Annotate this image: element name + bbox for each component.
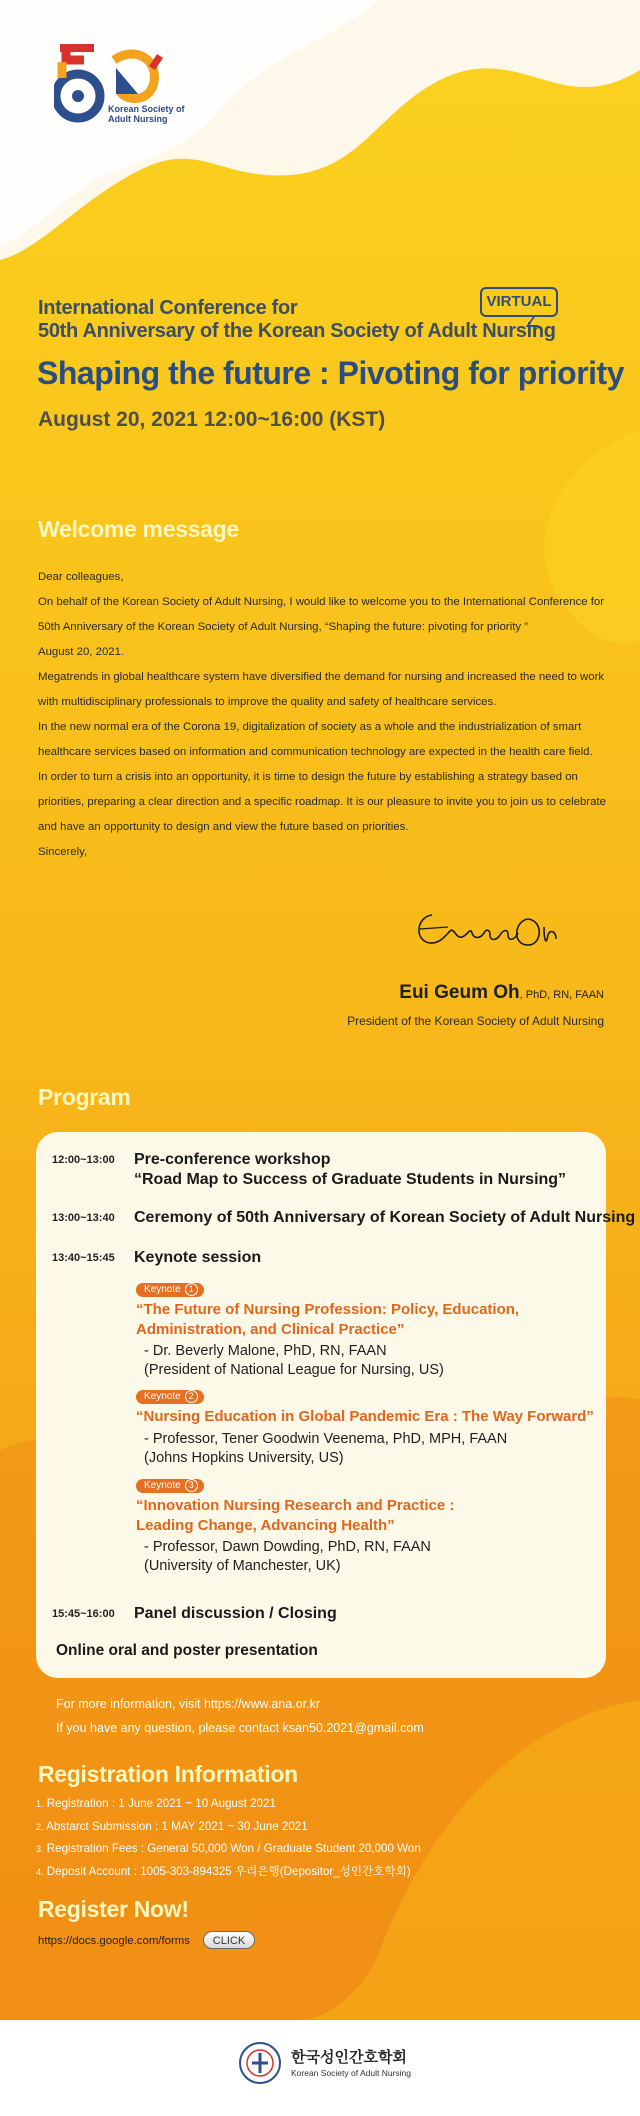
- registration-item-text: Registration Fees : General 50,000 Won / Graduate Student 20,000 Won: [46, 1842, 421, 1855]
- keynote-title: Leading Change, Advancing Health”: [136, 1517, 395, 1534]
- keynote-title: “Nursing Education in Global Pandemic Era : The Way Forward”: [136, 1408, 594, 1425]
- keynote-title: “The Future of Nursing Profession: Policy, Education,: [136, 1301, 520, 1318]
- program-event: Panel discussion / Closing: [134, 1605, 337, 1622]
- page-title: Shaping the future : Pivoting for priority: [37, 355, 624, 391]
- keynote-badge: [136, 1479, 204, 1493]
- keynote-affiliation: (Johns Hopkins University, US): [144, 1450, 344, 1466]
- welcome-line: Megatrends in global healthcare system have diversified the demand for nursing and increased the need to work: [38, 671, 605, 683]
- info-line: For more information, visit https://www.ana.or.kr: [56, 1697, 320, 1711]
- program-time: 13:00~13:40: [52, 1212, 115, 1224]
- welcome-line: On behalf of the Korean Society of Adult Nursing, I would like to welcome you to the International Conference for: [38, 596, 605, 608]
- keynote-badge-label: Keynote: [144, 1284, 181, 1295]
- keynote-badge-label: Keynote: [144, 1391, 181, 1402]
- keynote-badge-number: 2: [185, 1390, 198, 1403]
- program-box: [36, 1132, 636, 1678]
- welcome-line: healthcare services based on information and communication technology are expected in the health care field.: [38, 746, 593, 758]
- welcome-line: Dear colleagues,: [38, 571, 124, 583]
- society-seal-icon: [238, 2041, 282, 2085]
- keynote-affiliation: (University of Manchester, UK): [144, 1558, 341, 1574]
- signer-role: President of the Korean Society of Adult Nursing: [347, 1014, 604, 1028]
- registration-item-number: 4.: [36, 1866, 44, 1877]
- program-time: 13:40~15:45: [52, 1252, 115, 1264]
- program-event: Pre-conference workshop: [134, 1151, 331, 1168]
- signer-name-text: Eui Geum Oh: [399, 982, 520, 1003]
- welcome-heading: Welcome message: [38, 516, 239, 542]
- keynote-badge-label: Keynote: [144, 1480, 181, 1491]
- keynote-speaker: - Professor, Dawn Dowding, PhD, RN, FAAN: [144, 1539, 431, 1555]
- keynote-badge-number: 3: [185, 1479, 198, 1492]
- keynote-badge: [136, 1283, 204, 1297]
- keynote-speaker: - Professor, Tener Goodwin Veenema, PhD, MPH, FAAN: [144, 1431, 508, 1447]
- event-date: August 20, 2021 12:00~16:00 (KST): [38, 408, 386, 431]
- program-event: Keynote session: [134, 1249, 262, 1266]
- info-line: If you have any question, please contact ksan50.2021@gmail.com: [56, 1721, 424, 1735]
- footer-korean-name: 한국성인간호학회: [291, 2049, 407, 2066]
- register-now-heading: Register Now!: [38, 1896, 189, 1922]
- logo-line2: Adult Nursing: [108, 114, 168, 124]
- registration-item: [36, 1816, 421, 1839]
- registration-item: [36, 1861, 421, 1884]
- program-heading: Program: [38, 1084, 131, 1110]
- registration-list: [36, 1793, 421, 1883]
- program-time: 15:45~16:00: [52, 1608, 115, 1620]
- welcome-line: In order to turn a crisis into an opportunity, it is time to design the future by establishing a strategy based on: [38, 771, 578, 783]
- registration-heading: Registration Information: [38, 1761, 298, 1787]
- signer-name: [399, 982, 604, 1004]
- logo-subtitle: [108, 104, 185, 124]
- welcome-line: Sincerely,: [38, 846, 88, 858]
- welcome-message: [38, 565, 608, 865]
- registration-item-text: Deposit Account : 1005-303-894325 우리은행(Depositor_성인간호학회): [46, 1864, 411, 1878]
- registration-item-number: 2.: [36, 1821, 44, 1832]
- footer-english-name: Korean Society of Adult Nursing: [291, 2068, 412, 2078]
- welcome-line: 50th Anniversary of the Korean Society of Adult Nursing, “Shaping the future: pivoting for priority ”: [38, 621, 529, 633]
- keynote-speaker: - Dr. Beverly Malone, PhD, RN, FAAN: [144, 1343, 387, 1359]
- keynote-badge-number: 1: [185, 1283, 198, 1296]
- online-presentation: Online oral and poster presentation: [56, 1642, 318, 1659]
- program-event: Ceremony of 50th Anniversary of Korean Society of Adult Nursing: [134, 1209, 636, 1226]
- registration-item-number: 1.: [36, 1799, 44, 1809]
- welcome-line: and have an opportunity to design and view the future based on priorities.: [38, 821, 409, 833]
- welcome-line: In the new normal era of the Corona 19, digitalization of society as a whole and the industrialization of smart: [38, 721, 582, 733]
- click-button[interactable]: CLICK: [203, 1931, 255, 1949]
- welcome-line: August 20, 2021.: [38, 646, 125, 658]
- conference-line1: International Conference for: [38, 297, 298, 319]
- handwritten-signature: [410, 905, 570, 955]
- logo-line1: Korean Society of: [108, 104, 185, 114]
- registration-item-number: 3.: [36, 1844, 44, 1854]
- registration-item-text: Registration : 1 June 2021 ~ 10 August 2021: [46, 1797, 276, 1810]
- welcome-line: with multidisciplinary professionals to improve the quality and safety of healthcare services.: [38, 696, 497, 708]
- signer-credentials: , PhD, RN, FAAN: [519, 989, 604, 1001]
- registration-item: [36, 1838, 421, 1861]
- program-time: 12:00~13:00: [52, 1154, 115, 1166]
- conference-line2: 50th Anniversary of the Korean Society of Adult Nursing: [38, 320, 556, 342]
- keynote-title: “Innovation Nursing Research and Practice :: [136, 1497, 455, 1514]
- registration-item: [36, 1793, 421, 1816]
- keynote-affiliation: (President of National League for Nursing, US): [144, 1362, 444, 1378]
- virtual-tag: VIRTUAL: [480, 287, 558, 317]
- contact-info: [56, 1692, 424, 1740]
- keynote-badge: [136, 1390, 204, 1404]
- welcome-line: priorities, preparing a clear direction and a specific roadmap. It is our pleasure to invite you to join us to celebrate: [38, 796, 606, 808]
- registration-link[interactable]: https://docs.google.com/forms: [38, 1935, 190, 1947]
- keynote-title: Administration, and Clinical Practice”: [136, 1321, 405, 1338]
- registration-item-text: Abstarct Submission : 1 MAY 2021 ~ 30 June 2021: [46, 1819, 308, 1833]
- program-event-sub: “Road Map to Success of Graduate Students in Nursing”: [134, 1171, 567, 1188]
